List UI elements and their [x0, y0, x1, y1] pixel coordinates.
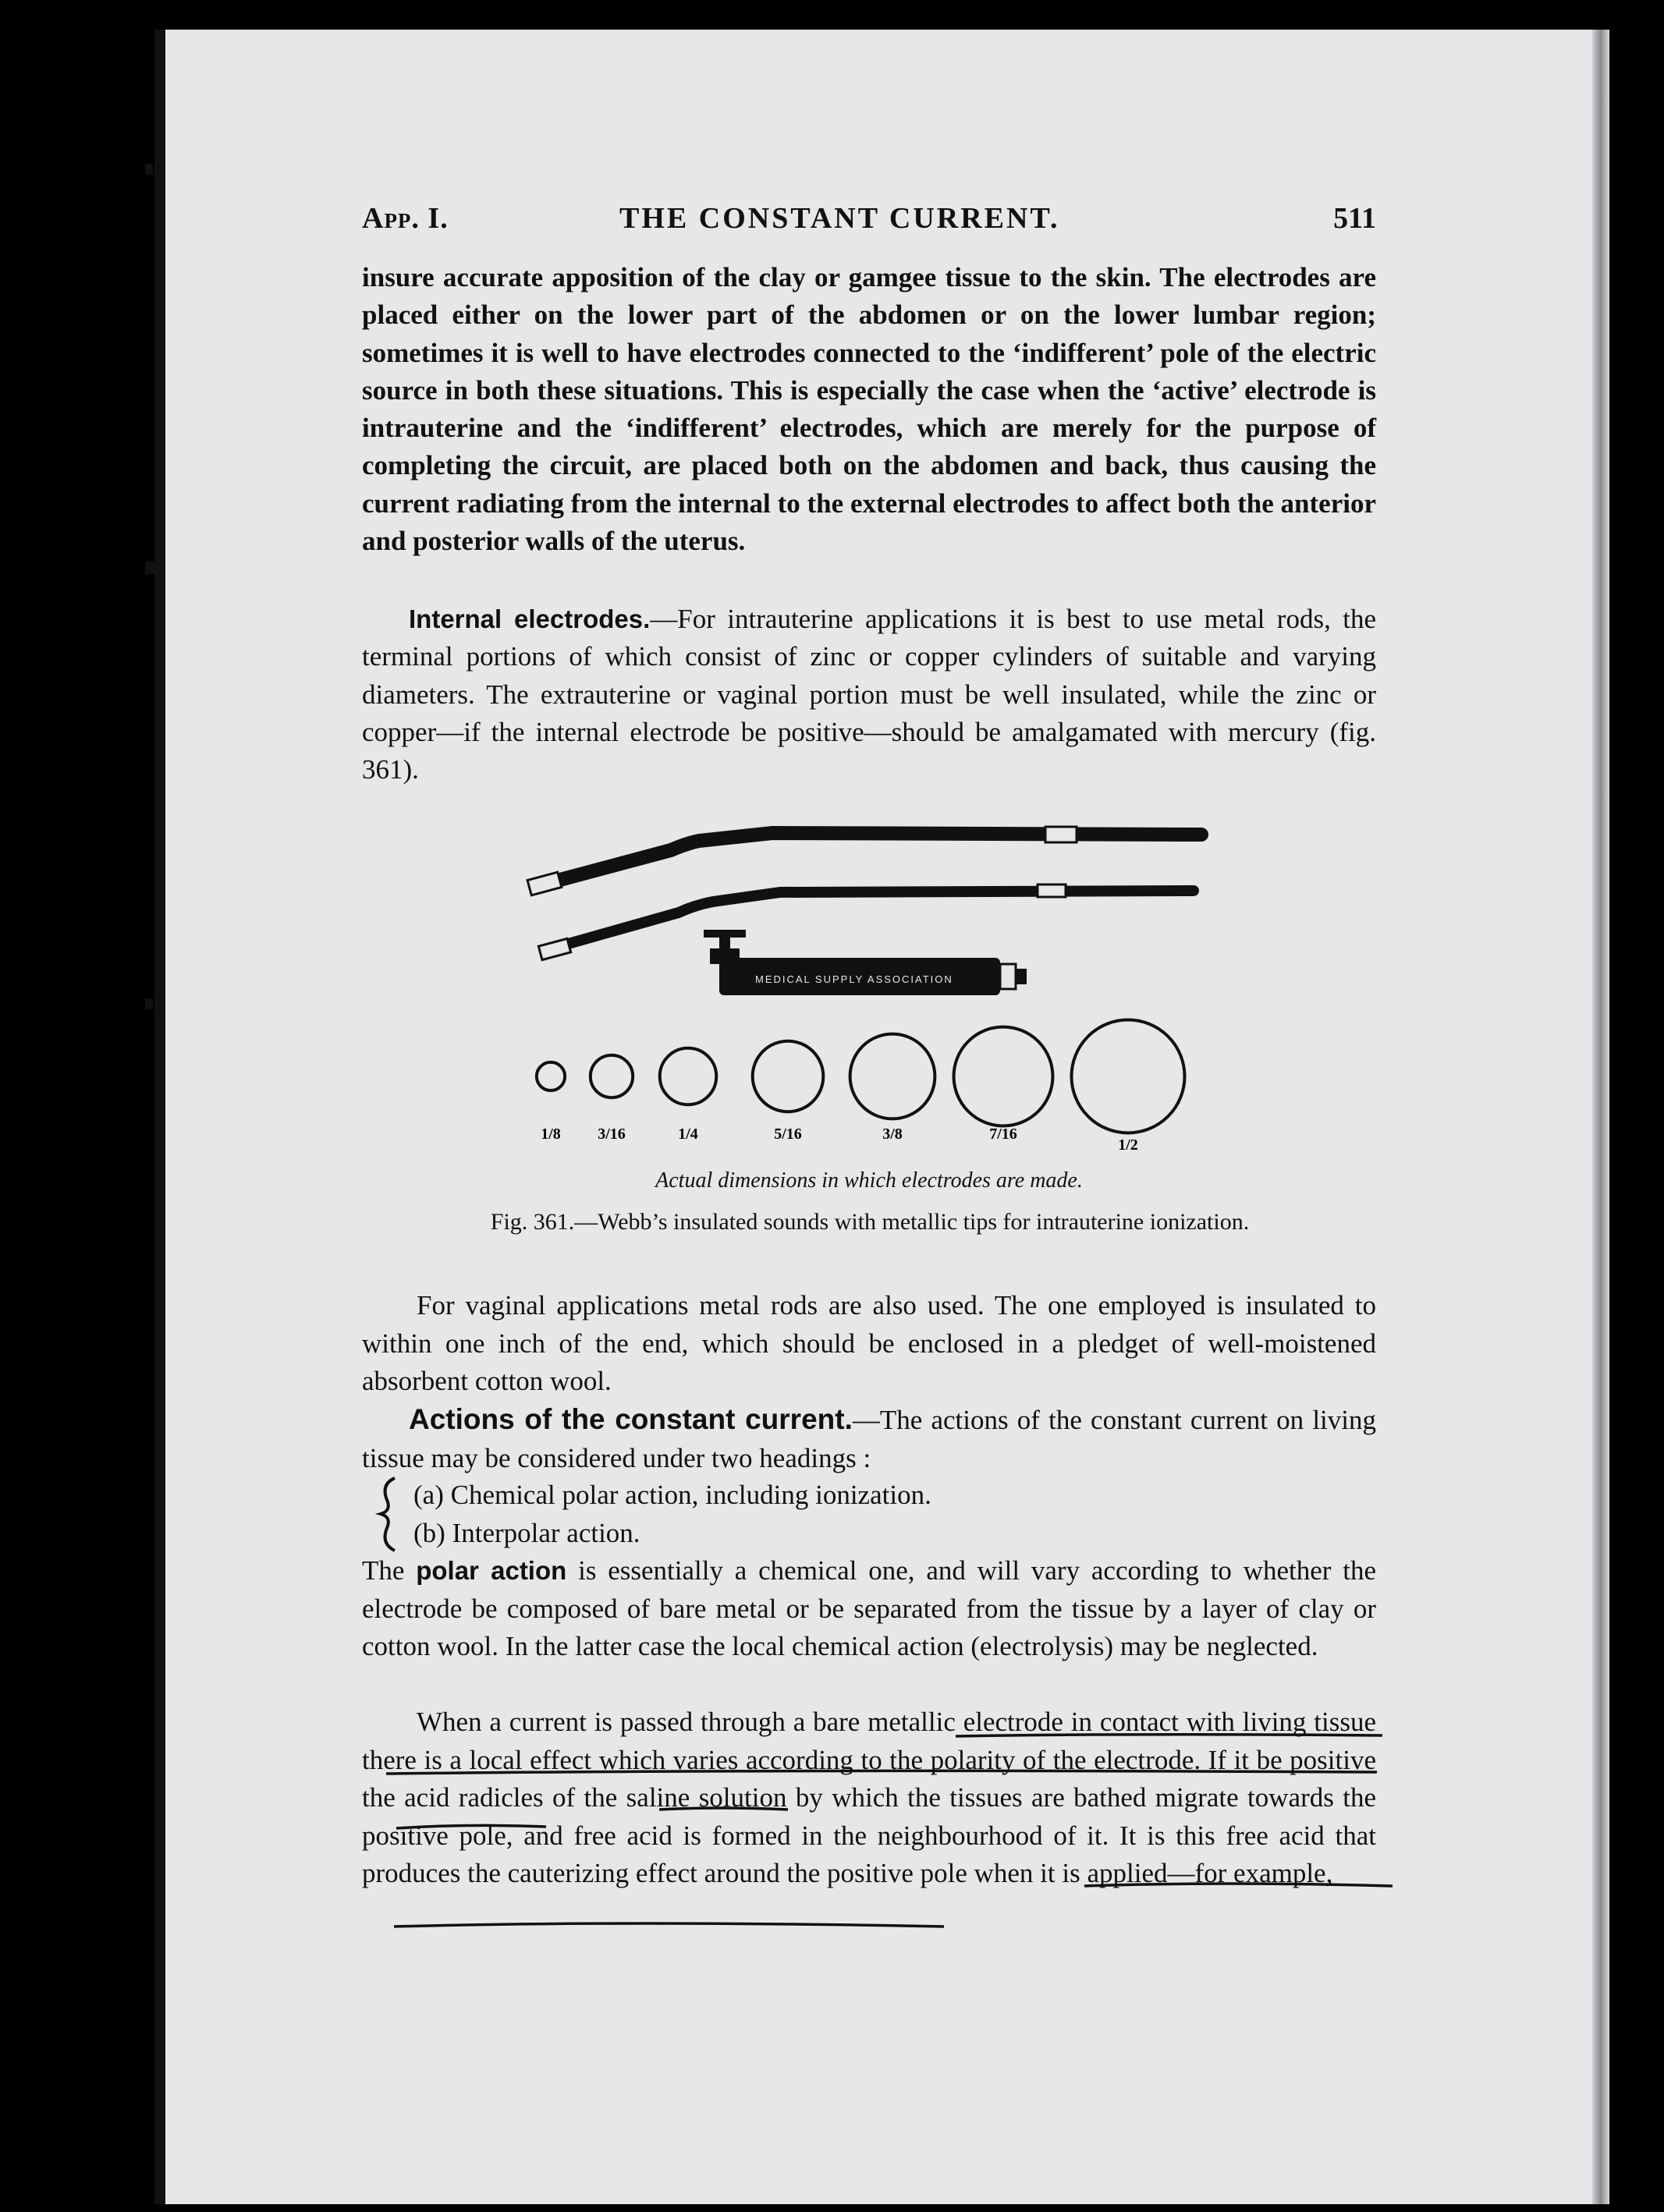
size-label: 1/4 — [678, 1125, 698, 1143]
section-label: App. I. — [362, 202, 449, 235]
internal-electrodes-heading: Internal electrodes. — [409, 604, 651, 633]
size-circle — [954, 1027, 1053, 1126]
size-circle — [1072, 1020, 1185, 1133]
size-circle — [591, 1055, 633, 1097]
electrode-size-circles — [537, 1020, 1185, 1154]
margin-mark — [145, 164, 153, 175]
figure-dimensions-caption: Actual dimensions in which electrodes are made. — [655, 1168, 1083, 1193]
size-label: 5/16 — [774, 1125, 802, 1143]
size-label: 3/16 — [598, 1125, 626, 1143]
instrument-label: MEDICAL SUPPLY ASSOCIATION — [755, 973, 953, 985]
size-label: 3/8 — [882, 1125, 903, 1143]
size-circle — [850, 1034, 935, 1119]
actions-text: —The actions of the constant current on living tissue may be considered under two headings : — [362, 1405, 1376, 1473]
paragraph-actions — [362, 1401, 1376, 1477]
margin-mark — [145, 998, 153, 1009]
polar-action-pre: The — [362, 1555, 417, 1586]
polar-action-text: is essentially a chemical one, and will vary according to whether the electrode be composed of bare metal or be separated from the tissue by a layer of clay or cotton wool. In the latter case the local chemical action (electrolysis) may be neglected. — [362, 1555, 1376, 1661]
paragraph-bare-metallic-electrode: When a current is passed through a bare metallic electrode in contact with living tissue there is a local effect which varies according to the polarity of the electrode. If it be positive the acid radicles of the saline solution by which the tissues are bathed migrate towards the positive pole, and free acid is formed in the neighbourhood of it. It is this free acid that produces the cauterizing effect around the positive pole when it is applied—for example, — [362, 1707, 1376, 1888]
size-circle — [537, 1062, 565, 1090]
electrode-handle — [704, 930, 1027, 995]
size-label: 1/2 — [1118, 1136, 1138, 1154]
polar-action-heading: polar action — [416, 1556, 567, 1585]
electrode-sound-lower — [538, 884, 1194, 960]
running-title: THE CONSTANT CURRENT. — [619, 202, 1060, 235]
page-gutter — [154, 30, 165, 2204]
paragraph-internal-electrodes — [362, 601, 1376, 789]
margin-mark — [145, 562, 154, 574]
list-item-b: (b) Interpolar action. — [413, 1517, 640, 1548]
size-circle — [753, 1041, 824, 1112]
size-circle — [660, 1048, 717, 1105]
internal-electrodes-text: —For intrauterine applications it is best to use metal rods, the terminal portions of which consist of zinc or copper cylinders of suitable and varying diameters. The extrauterine or vaginal portion must be well insulated, while the zinc or copper—if the internal electrode be positive—should be amalgamated with mercury (fig. 361). — [362, 604, 1377, 785]
page-number: 511 — [1333, 202, 1376, 235]
figure-361-illustration — [515, 796, 1217, 1186]
headings-list — [413, 1476, 1350, 1552]
paragraph-vaginal-applications: For vaginal applications metal rods are also used. The one employed is insulated to within one inch of the end, which should be enclosed in a pledget of well-moistened absorbent cotton wool. — [362, 1290, 1376, 1396]
size-label: 1/8 — [541, 1125, 561, 1143]
handwritten-brace — [373, 1476, 404, 1552]
size-label: 7/16 — [989, 1125, 1017, 1143]
paragraph-1: insure accurate apposition of the clay or gamgee tissue to the skin. The electrodes are placed either on the lower part of the abdomen or on the lower lumbar region; sometimes it is well to have electrodes connected to the ‘indifferent’ pole of the electric source in both these situations. This is especially the case when the ‘active’ electrode is intrauterine and the ‘indifferent’ electrodes, which are merely for the purpose of completing the circuit, are placed both on the abdomen and back, thus causing the current radiating from the internal to the external electrodes to affect both the anterior and posterior walls of the uterus. — [362, 262, 1376, 557]
running-header — [362, 201, 1376, 240]
list-item-a: (a) Chemical polar action, including ionization. — [413, 1480, 931, 1510]
actions-heading: Actions of the constant current. — [409, 1403, 853, 1435]
page-edge — [1592, 30, 1609, 2204]
figure-caption: Fig. 361.—Webb’s insulated sounds with metallic tips for intrauterine ionization. — [490, 1209, 1250, 1235]
electrode-sound-upper — [527, 827, 1201, 895]
paragraph-polar-action — [362, 1552, 1376, 1666]
